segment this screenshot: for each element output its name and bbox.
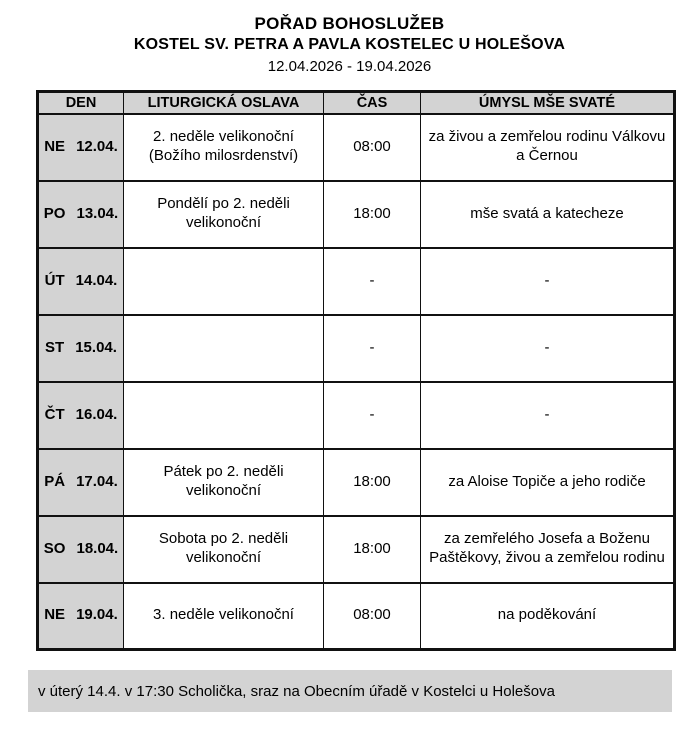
time-cell: - — [324, 382, 421, 449]
liturgical-celebration-cell — [124, 315, 324, 382]
liturgical-celebration-cell: 2. neděle velikonoční (Božího milosrdenství) — [124, 114, 324, 181]
day-abbr-label: PO — [43, 204, 66, 222]
day-cell — [38, 315, 124, 382]
announcement-text: v úterý 14.4. v 17:30 Scholička, sraz na Obecním úřadě v Kostelci u Holešova — [38, 682, 555, 700]
day-cell — [38, 382, 124, 449]
column-header-umysl-mse-svate: ÚMYSL MŠE SVATÉ — [421, 92, 675, 114]
liturgical-celebration-cell — [124, 382, 324, 449]
mass-intention-cell: na poděkování — [421, 583, 675, 650]
column-header-liturgicka-oslava: LITURGICKÁ OSLAVA — [124, 92, 324, 114]
column-header-den: DEN — [38, 92, 124, 114]
time-cell: 08:00 — [324, 583, 421, 650]
time-cell: 18:00 — [324, 449, 421, 516]
liturgical-celebration-cell: Pátek po 2. neděli velikonoční — [124, 449, 324, 516]
mass-intention-cell: - — [421, 382, 675, 449]
day-cell — [38, 114, 124, 181]
day-date-label: 14.04. — [75, 271, 118, 289]
schedule-table — [36, 90, 676, 651]
day-cell — [38, 248, 124, 315]
table-row — [38, 114, 675, 181]
day-abbr-label: PÁ — [44, 472, 66, 490]
day-date-label: 15.04. — [75, 338, 117, 356]
day-abbr-label: NE — [44, 137, 66, 155]
day-date-label: 12.04. — [76, 137, 118, 155]
day-date-label: 18.04. — [76, 539, 119, 557]
date-range: 12.04.2026 - 19.04.2026 — [267, 58, 432, 76]
mass-intention-cell: - — [421, 315, 675, 382]
time-cell: - — [324, 315, 421, 382]
day-cell — [38, 583, 124, 650]
liturgical-celebration-cell: Pondělí po 2. neděli velikonoční — [124, 181, 324, 248]
day-abbr-label: SO — [43, 539, 66, 557]
mass-intention-cell: za zemřelého Josefa a Boženu Paštěkovy, živou a zemřelou rodinu — [421, 516, 675, 583]
time-cell: 08:00 — [324, 114, 421, 181]
mass-intention-cell: - — [421, 248, 675, 315]
day-date-label: 16.04. — [75, 405, 118, 423]
day-date-label: 17.04. — [76, 472, 118, 490]
column-header-cas: ČAS — [324, 92, 421, 114]
day-date-label: 19.04. — [76, 606, 118, 624]
mass-intention-cell: za živou a zemřelou rodinu Válkovu a Černou — [421, 114, 675, 181]
page-title: POŘAD BOHOSLUŽEB — [254, 14, 445, 33]
time-cell: 18:00 — [324, 516, 421, 583]
mass-intention-cell: za Aloise Topiče a jeho rodiče — [421, 449, 675, 516]
table-row — [38, 382, 675, 449]
day-cell — [38, 449, 124, 516]
church-name: KOSTEL SV. PETRA A PAVLA KOSTELEC U HOLEŠOVA — [133, 35, 566, 53]
liturgical-celebration-cell — [124, 248, 324, 315]
liturgical-celebration-cell: Sobota po 2. neděli velikonoční — [124, 516, 324, 583]
table-row — [38, 181, 675, 248]
day-abbr-label: ČT — [44, 405, 65, 423]
time-cell: - — [324, 248, 421, 315]
day-abbr-label: ÚT — [44, 271, 65, 289]
day-cell — [38, 516, 124, 583]
day-abbr-label: ST — [45, 338, 65, 356]
time-cell: 18:00 — [324, 181, 421, 248]
announcement-bar — [28, 670, 672, 712]
document-header — [0, 0, 699, 76]
table-row — [38, 516, 675, 583]
table-row — [38, 449, 675, 516]
table-row — [38, 315, 675, 382]
mass-intention-cell: mše svatá a katecheze — [421, 181, 675, 248]
day-date-label: 13.04. — [76, 204, 119, 222]
table-row — [38, 583, 675, 650]
liturgical-celebration-cell: 3. neděle velikonoční — [124, 583, 324, 650]
day-cell — [38, 181, 124, 248]
table-header-row — [38, 92, 675, 114]
table-row — [38, 248, 675, 315]
day-abbr-label: NE — [44, 606, 66, 624]
